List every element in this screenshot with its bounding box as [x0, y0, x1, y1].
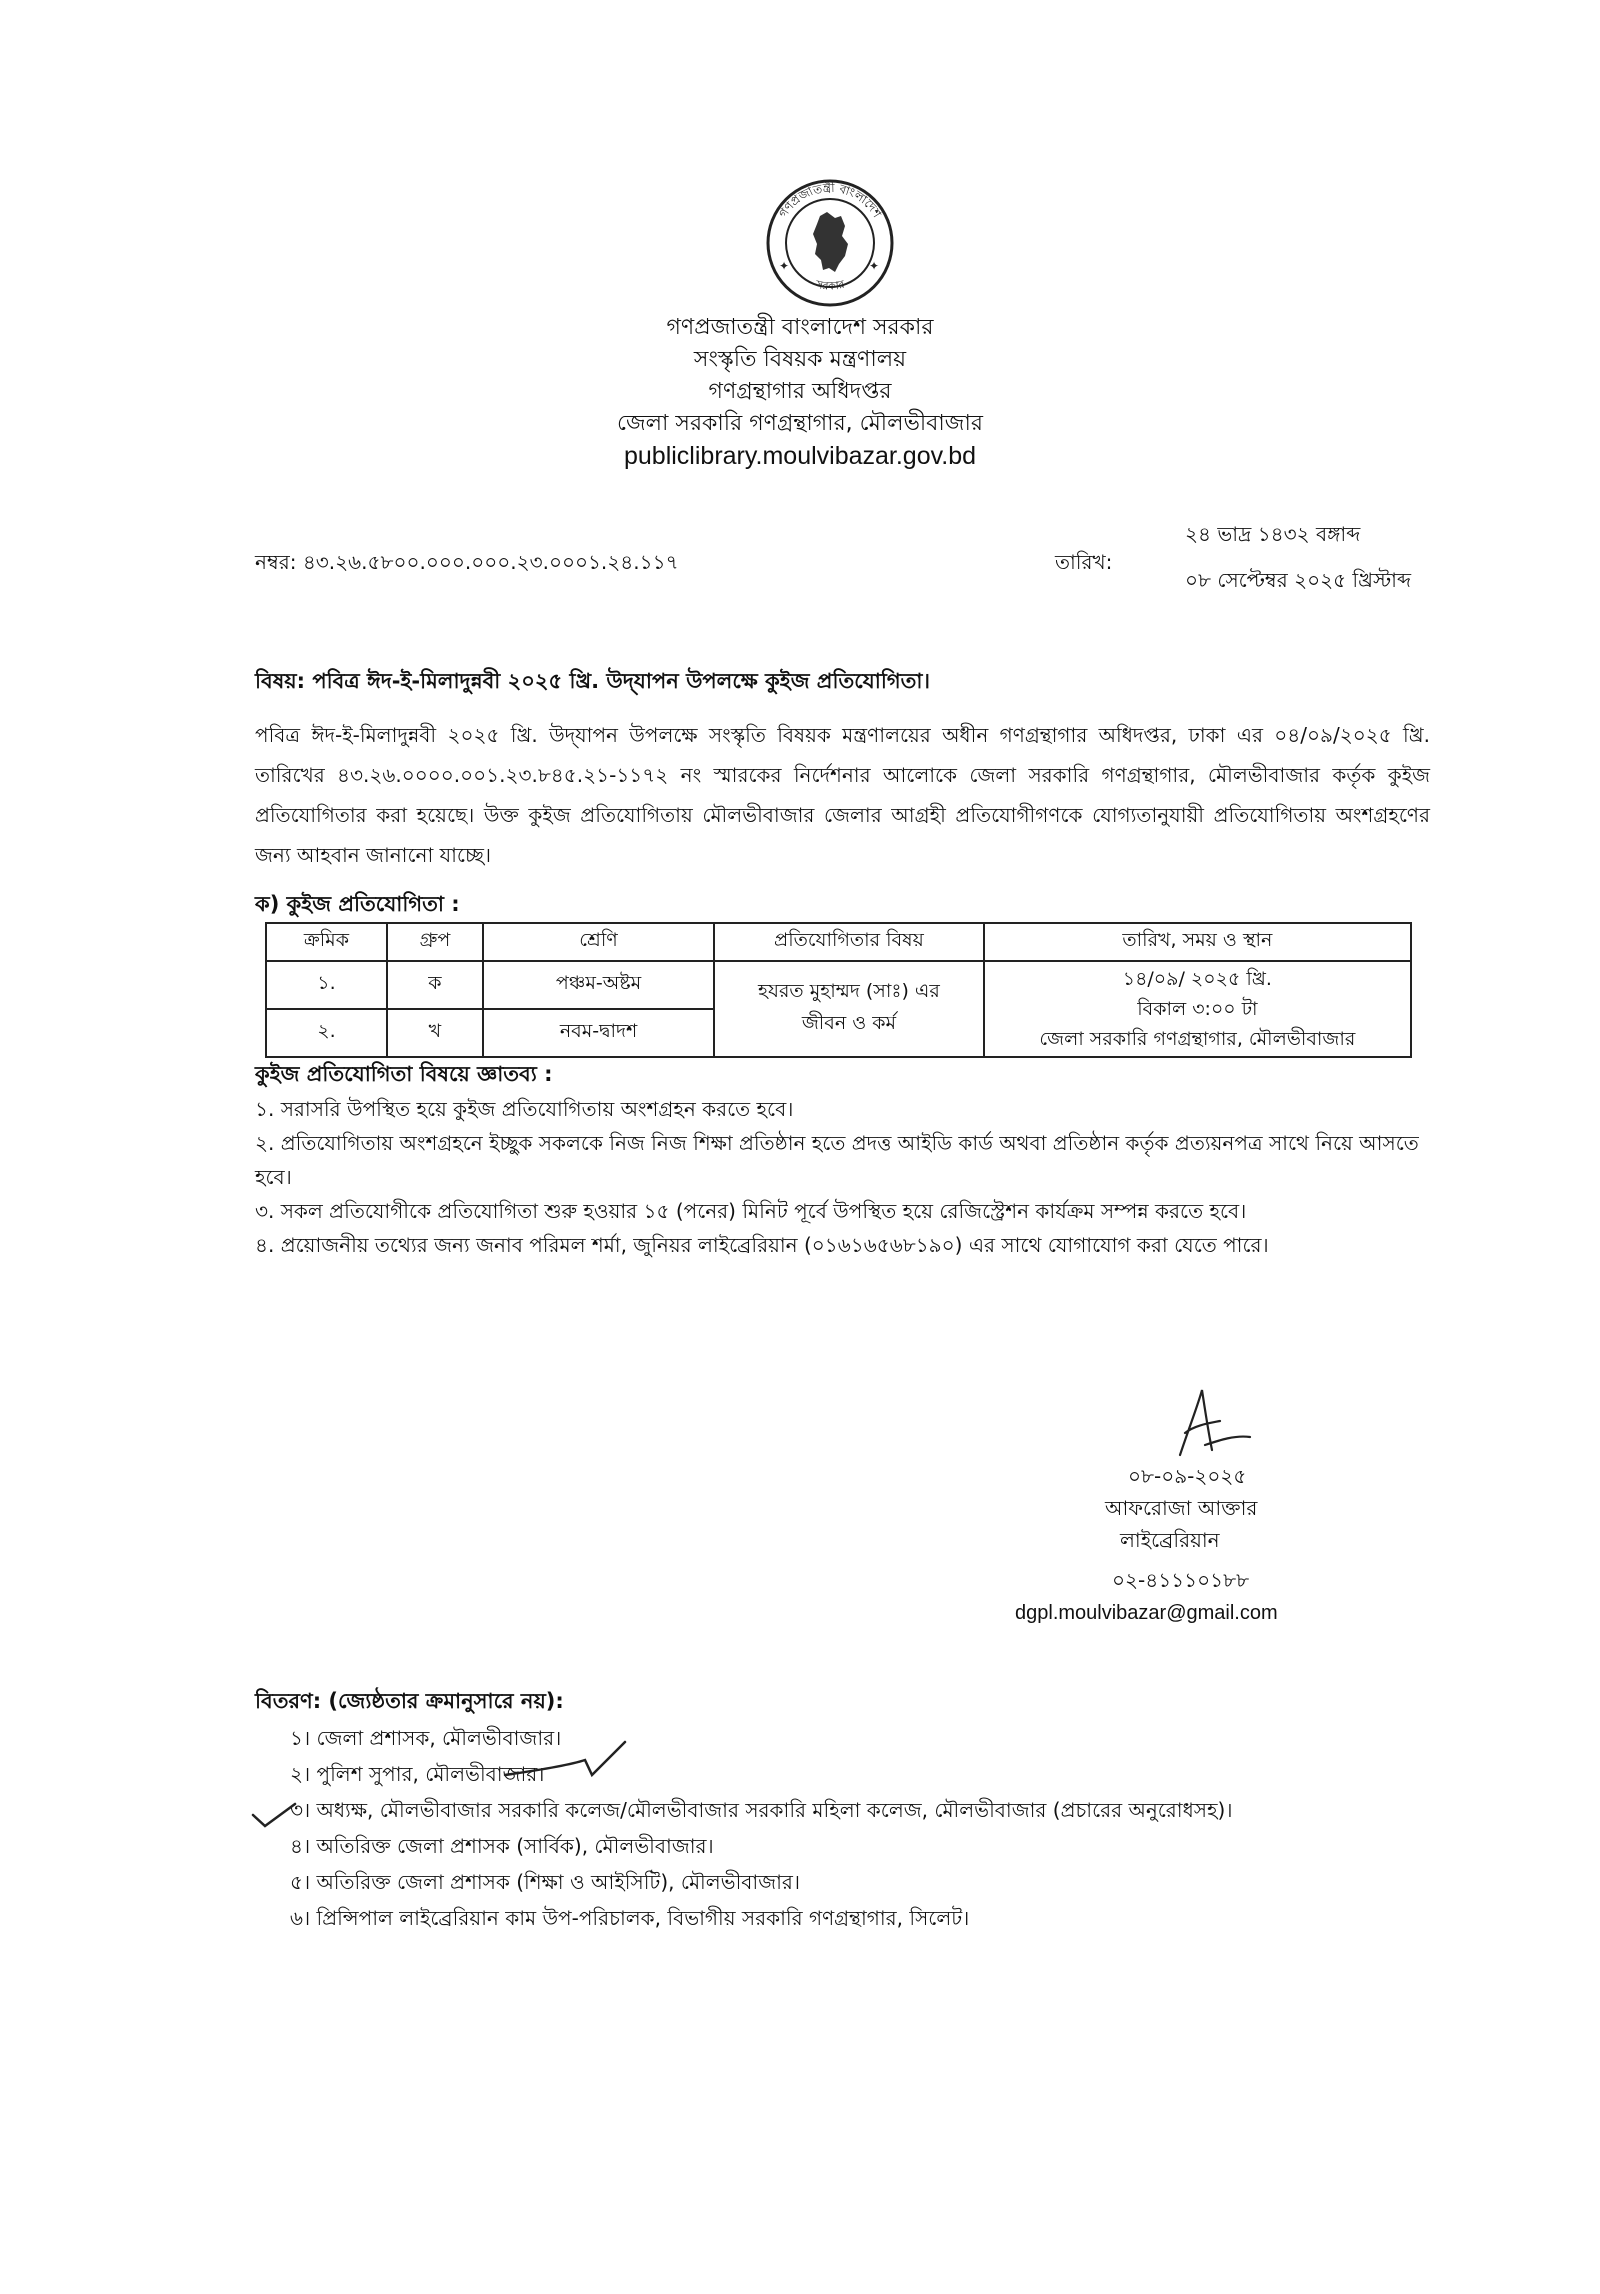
header-directorate: গণগ্রন্থাগার অধিদপ্তর [708, 379, 892, 404]
handwritten-tick-icon [250, 1800, 300, 1830]
column-header: তারিখ, সময় ও স্থান [984, 923, 1411, 961]
list-item: ৩। অধ্যক্ষ, মৌলভীবাজার সরকারি কলেজ/মৌলভীবাজার সরকারি মহিলা কলেজ, মৌলভীবাজার (প্রচারের অনুরোধসহ)। [290, 1798, 1233, 1822]
cell-serial: ১. [266, 961, 387, 1009]
notes-list [255, 1092, 1435, 1262]
notes-title: কুইজ প্রতিযোগিতা বিষয়ে জ্ঞাতব্য : [255, 1062, 553, 1086]
list-item: ২। পুলিশ সুপার, মৌলভীবাজার। [290, 1762, 545, 1786]
svg-text:✦: ✦ [779, 259, 790, 273]
header-office: জেলা সরকারি গণগ্রন্থাগার, মৌলভীবাজার [617, 411, 983, 436]
header-ministry: সংস্কৃতি বিষয়ক মন্ত্রণালয় [693, 347, 907, 372]
list-item: ৪. প্রয়োজনীয় তথ্যের জন্য জনাব পরিমল শর্মা, জুনিয়র লাইব্রেরিয়ান (০১৬১৬৫৬৮১৯০) এর সাথে যোগাযোগ করা যেতে পারে। [255, 1233, 1269, 1257]
schedule-place: জেলা সরকারি গণগ্রন্থাগার, মৌলভীবাজার [1039, 1028, 1356, 1050]
subject-line: বিষয়: পবিত্র ঈদ-ই-মিলাদুন্নবী ২০২৫ খ্রি. উদ্‌যাপন উপলক্ষে কুইজ প্রতিযোগিতা। [255, 669, 930, 693]
handwritten-tick-icon [500, 1740, 630, 1790]
schedule-date: ১৪/০৯/ ২০২৫ খ্রি. [1122, 968, 1272, 990]
table-row [266, 961, 1411, 1009]
column-header: গ্রুপ [387, 923, 483, 961]
cell-topic: হযরত মুহাম্মদ (সাঃ) এর জীবন ও কর্ম [714, 961, 984, 1057]
letterhead [0, 312, 1600, 472]
column-header: প্রতিযোগিতার বিষয় [714, 923, 984, 961]
svg-text:✦: ✦ [869, 259, 880, 273]
list-item: ৩. সকল প্রতিযোগীকে প্রতিযোগিতা শুরু হওয়ার ১৫ (পনের) মিনিট পূর্বে উপস্থিত হয়ে রেজিস্ট্রেশন কার্যক্রম সম্পন্ন করতে হবে। [255, 1199, 1247, 1223]
date-english: ০৮ সেপ্টেম্বর ২০২৫ খ্রিস্টাব্দ [1185, 568, 1412, 592]
date-bangla: ২৪ ভাদ্র ১৪৩২ বঙ্গাব্দ [1185, 522, 1361, 546]
signatory-phone: ০২-৪১১১০১৮৮ [1112, 1568, 1250, 1592]
distribution-title: বিতরণ: (জ্যেষ্ঠতার ক্রমানুসারে নয়): [255, 1689, 564, 1713]
seal-text-top: গণপ্রজাতন্ত্রী বাংলাদেশ [775, 180, 885, 221]
schedule-time: বিকাল ৩:০০ টা [1137, 998, 1258, 1020]
seal-text-bottom: সরকার [814, 277, 846, 293]
quiz-section-title: ক) কুইজ প্রতিযোগিতা : [255, 892, 460, 916]
cell-class: পঞ্চম-অষ্টম [483, 961, 714, 1009]
header-website: publiclibrary.moulvibazar.gov.bd [623, 442, 977, 470]
column-header: শ্রেণি [483, 923, 714, 961]
reference-number: নম্বর: ৪৩.২৬.৫৮০০.০০০.০০০.২৩.০০০১.২৪.১১৭ [255, 550, 679, 574]
government-seal-icon [765, 178, 895, 308]
cell-serial: ২. [266, 1009, 387, 1057]
table-header-row [266, 923, 1411, 961]
signatory-designation: লাইব্রেরিয়ান [1120, 1528, 1220, 1552]
list-item: ৬। প্রিন্সিপাল লাইব্রেরিয়ান কাম উপ-পরিচালক, বিভাগীয় সরকারি গণগ্রন্থাগার, সিলেট। [290, 1906, 970, 1930]
cell-schedule [984, 961, 1411, 1057]
signature-date: ০৮-০৯-২০২৫ [1128, 1464, 1247, 1488]
signatory-name: আফরোজা আক্তার [1105, 1496, 1258, 1520]
quiz-table [265, 922, 1412, 1058]
list-item: ১। জেলা প্রশাসক, মৌলভীবাজার। [290, 1726, 562, 1750]
handwritten-signature-icon [1150, 1385, 1260, 1465]
body-paragraph: পবিত্র ঈদ-ই-মিলাদুন্নবী ২০২৫ খ্রি. উদ্‌যাপন উপলক্ষে সংস্কৃতি বিষয়ক মন্ত্রণালয়ের অধীন গণগ্রন্থাগার অধিদপ্তর, ঢাকা এর ০৪/০৯/২০২৫ খ্রি. তারিখের ৪৩.২৬.০০০০.০০১.২৩.৮৪৫.২১-১১৭২ নং স্মারকের নির্দেশনার আলোকে জেলা সরকারি গণগ্রন্থাগার, মৌলভীবাজার কর্তৃক কুইজ প্রতিযোগিতার করা হয়েছে। উক্ত কুইজ প্রতিযোগিতায় মৌলভীবাজার জেলার আগ্রহী প্রতিযোগীগণকে যোগ্যতানুযায়ী প্রতিযোগিতায় অংশগ্রহণের জন্য আহবান জানানো যাচ্ছে। [255, 723, 1430, 867]
list-item: ৫। অতিরিক্ত জেলা প্রশাসক (শিক্ষা ও আইসিটি), মৌলভীবাজার। [290, 1870, 801, 1894]
distribution-list [290, 1720, 1233, 1936]
date-label: তারিখ: [1055, 550, 1113, 574]
list-item: ২. প্রতিযোগিতায় অংশগ্রহনে ইচ্ছুক সকলকে নিজ নিজ শিক্ষা প্রতিষ্ঠান হতে প্রদত্ত আইডি কার্ড অথবা প্রতিষ্ঠান কর্তৃক প্রত্যয়নপত্র সাথে নিয়ে আসতে হবে। [255, 1131, 1419, 1189]
list-item: ১. সরাসরি উপস্থিত হয়ে কুইজ প্রতিযোগিতায় অংশগ্রহন করতে হবে। [255, 1097, 794, 1121]
signatory-email: dgpl.moulvibazar@gmail.com [1015, 1602, 1278, 1624]
cell-group: ক [387, 961, 483, 1009]
cell-group: খ [387, 1009, 483, 1057]
column-header: ক্রমিক [266, 923, 387, 961]
list-item: ৪। অতিরিক্ত জেলা প্রশাসক (সার্বিক), মৌলভীবাজার। [290, 1834, 714, 1858]
cell-class: নবম-দ্বাদশ [483, 1009, 714, 1057]
header-government: গণপ্রজাতন্ত্রী বাংলাদেশ সরকার [666, 315, 934, 340]
